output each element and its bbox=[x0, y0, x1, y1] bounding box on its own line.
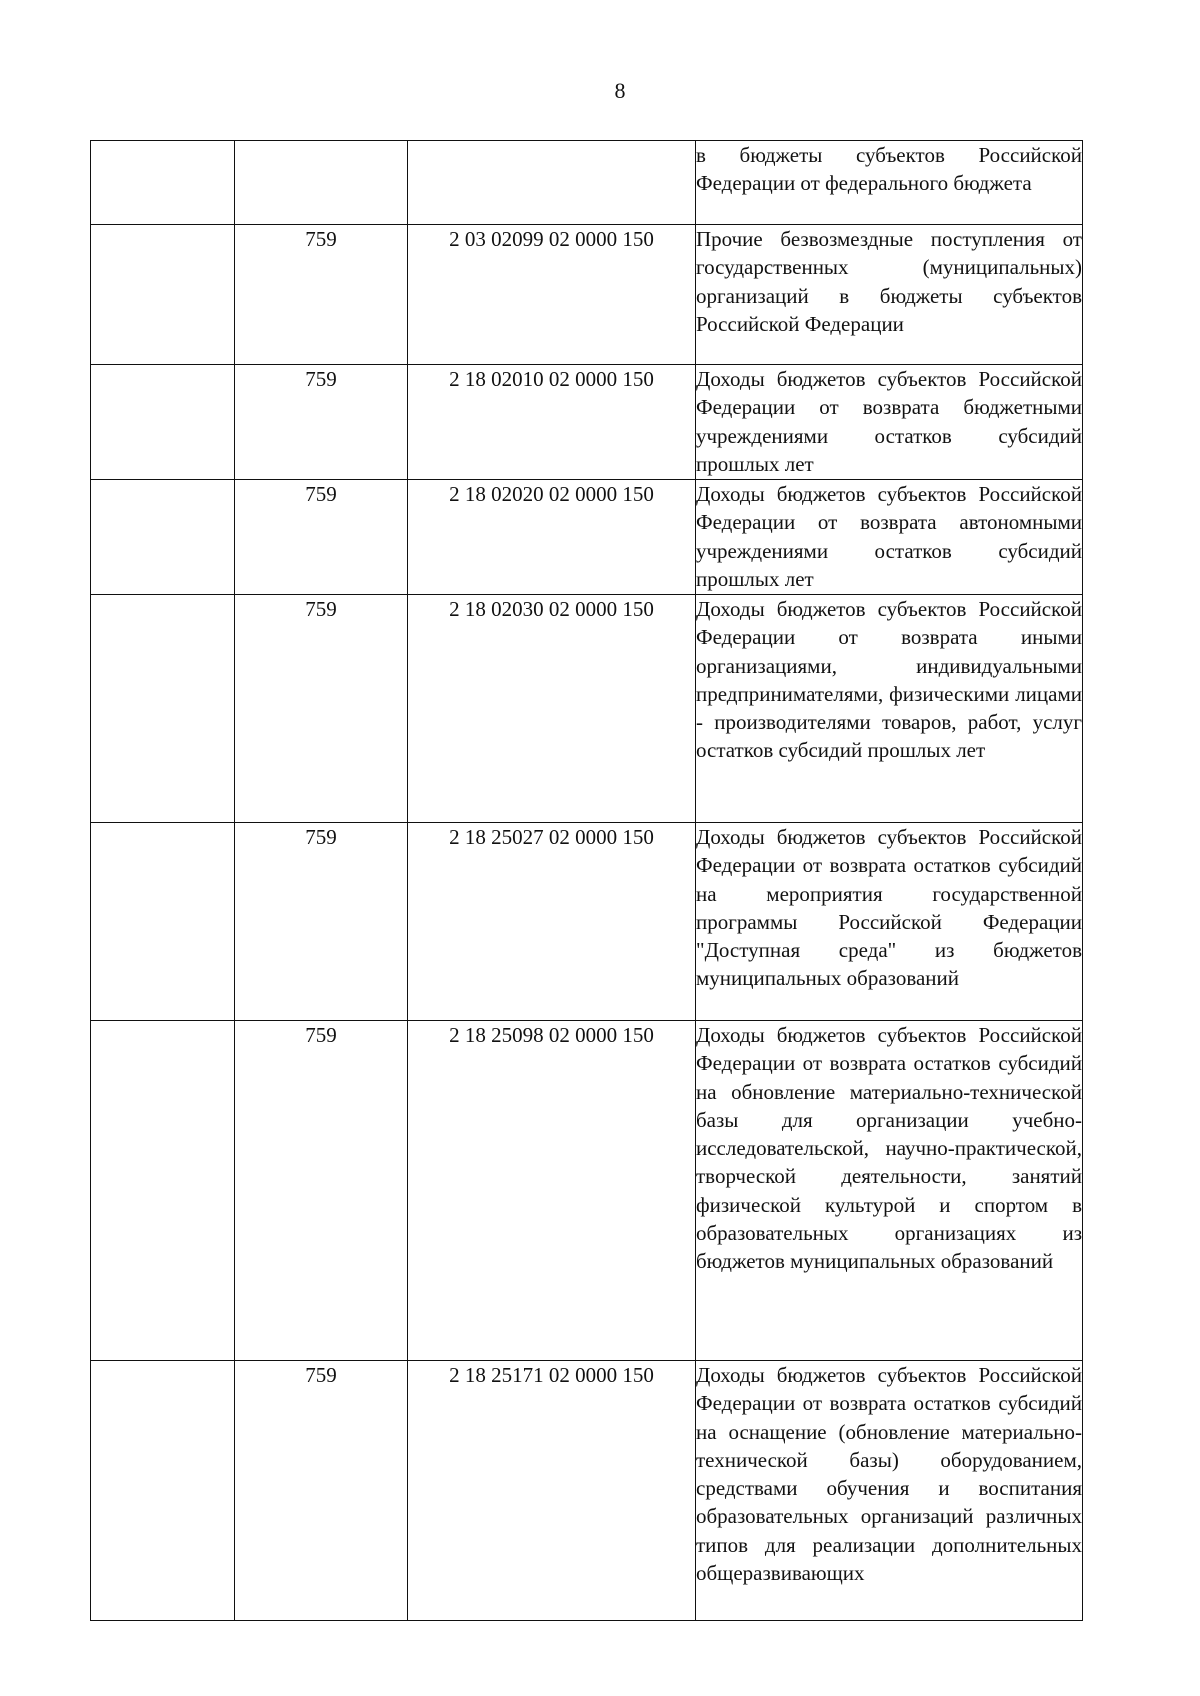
empty-cell bbox=[91, 141, 235, 225]
admin-code-cell bbox=[235, 141, 408, 225]
table-row bbox=[91, 595, 1083, 823]
empty-cell bbox=[91, 823, 235, 1021]
admin-code-cell: 759 bbox=[235, 595, 408, 823]
description-cell: в бюджеты субъектов Российской Федерации от федерального бюджета bbox=[696, 141, 1083, 225]
admin-code-cell: 759 bbox=[235, 823, 408, 1021]
table-row bbox=[91, 1021, 1083, 1361]
table-row bbox=[91, 141, 1083, 225]
admin-code-cell: 759 bbox=[235, 1021, 408, 1361]
empty-cell bbox=[91, 480, 235, 595]
table-row bbox=[91, 365, 1083, 480]
description-cell: Доходы бюджетов субъектов Российской Федерации от возврата остатков субсидий на мероприятия государственной программы Российской Федерации "Доступная среда" из бюджетов муниципальных образований bbox=[696, 823, 1083, 1021]
kbk-code-cell: 2 18 25171 02 0000 150 bbox=[408, 1361, 696, 1621]
kbk-code-cell: 2 18 02020 02 0000 150 bbox=[408, 480, 696, 595]
table-row bbox=[91, 480, 1083, 595]
kbk-code-cell: 2 03 02099 02 0000 150 bbox=[408, 225, 696, 365]
empty-cell bbox=[91, 1021, 235, 1361]
admin-code-cell: 759 bbox=[235, 480, 408, 595]
kbk-code-cell bbox=[408, 141, 696, 225]
table-row bbox=[91, 225, 1083, 365]
description-cell: Доходы бюджетов субъектов Российской Федерации от возврата бюджетными учреждениями остатков субсидий прошлых лет bbox=[696, 365, 1083, 480]
description-cell: Доходы бюджетов субъектов Российской Федерации от возврата иными организациями, индивидуальными предпринимателями, физическими лицами - производителями товаров, работ, услуг остатков субсидий прошлых лет bbox=[696, 595, 1083, 823]
kbk-code-cell: 2 18 02030 02 0000 150 bbox=[408, 595, 696, 823]
admin-code-cell: 759 bbox=[235, 1361, 408, 1621]
table-row bbox=[91, 823, 1083, 1021]
page-number: 8 bbox=[614, 78, 626, 103]
empty-cell bbox=[91, 1361, 235, 1621]
description-cell: Доходы бюджетов субъектов Российской Федерации от возврата автономными учреждениями остатков субсидий прошлых лет bbox=[696, 480, 1083, 595]
kbk-code-cell: 2 18 25027 02 0000 150 bbox=[408, 823, 696, 1021]
admin-code-cell: 759 bbox=[235, 225, 408, 365]
empty-cell bbox=[91, 225, 235, 365]
empty-cell bbox=[91, 595, 235, 823]
empty-cell bbox=[91, 365, 235, 480]
description-cell: Доходы бюджетов субъектов Российской Федерации от возврата остатков субсидий на оснащение (обновление материально-технической базы) оборудованием, средствами обучения и воспитания образовательных организаций различных типов для реализации дополнительных общеразвивающих bbox=[696, 1361, 1083, 1621]
description-cell: Прочие безвозмездные поступления от государственных (муниципальных) организаций в бюджеты субъектов Российской Федерации bbox=[696, 225, 1083, 365]
income-codes-table bbox=[90, 140, 1083, 1621]
kbk-code-cell: 2 18 02010 02 0000 150 bbox=[408, 365, 696, 480]
table-row bbox=[91, 1361, 1083, 1621]
kbk-code-cell: 2 18 25098 02 0000 150 bbox=[408, 1021, 696, 1361]
admin-code-cell: 759 bbox=[235, 365, 408, 480]
description-cell: Доходы бюджетов субъектов Российской Федерации от возврата остатков субсидий на обновление материально-технической базы для организации учебно-исследовательской, научно-практической, творческой деятельности, занятий физической культурой и спортом в образовательных организациях из бюджетов муниципальных образований bbox=[696, 1021, 1083, 1361]
